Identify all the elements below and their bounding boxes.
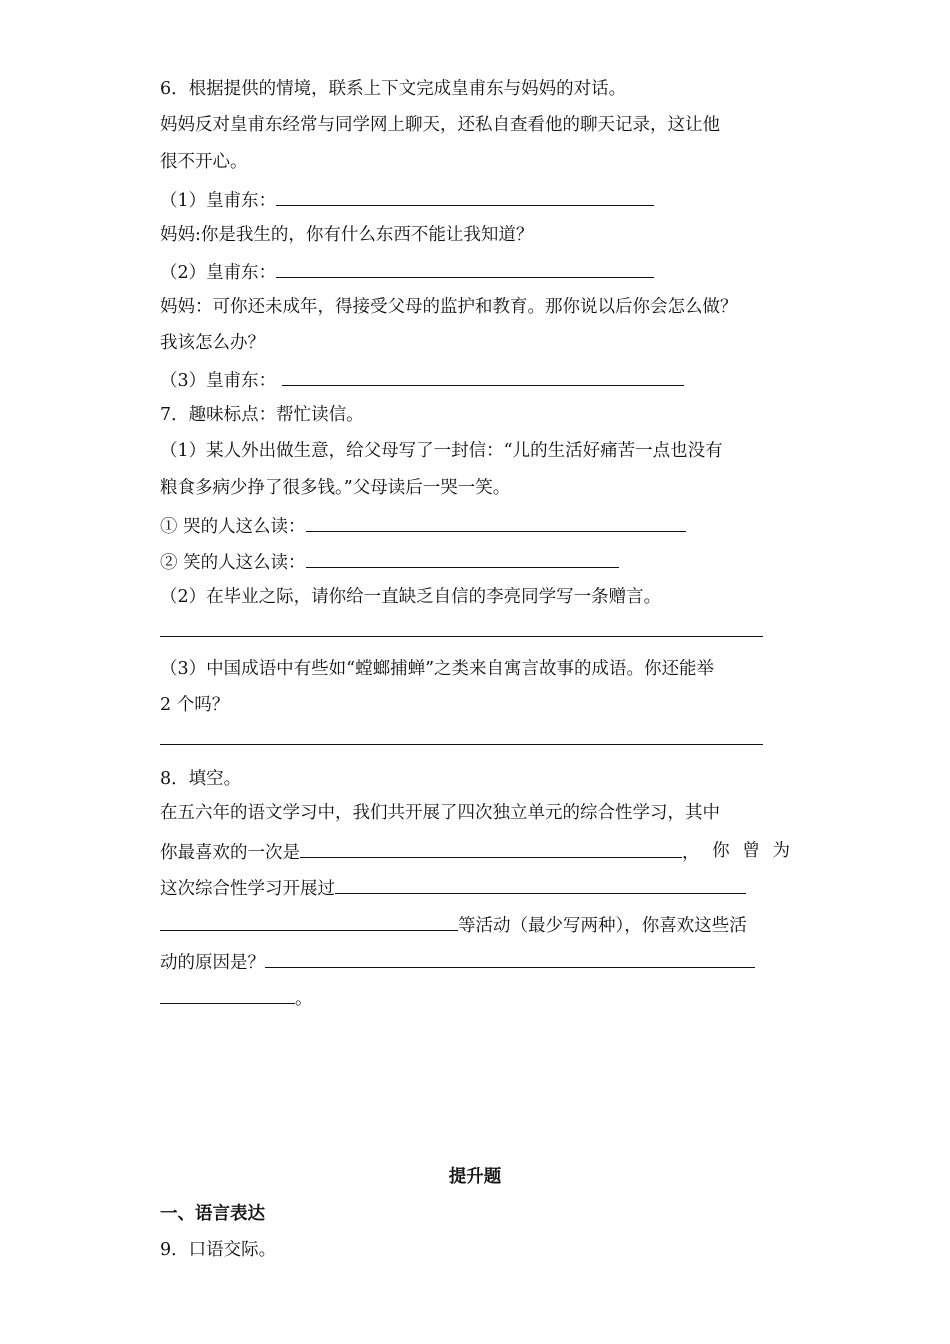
q8-line1: 在五六年的语文学习中，我们共开展了四次独立单元的综合性学习，其中	[160, 803, 720, 823]
q6-part2	[160, 260, 654, 284]
q8-word-you: 你	[712, 841, 730, 861]
q7-part1-line1: （1）某人外出做生意，给父母写了一封信：“儿的生活好痛苦一点也没有	[160, 441, 723, 461]
q9-title: 9．口语交际。	[160, 1240, 277, 1260]
q7-part3-answer-line[interactable]	[160, 744, 763, 745]
q8-word-wei: 为	[772, 841, 790, 861]
q8-line6	[160, 986, 313, 1010]
q7-part1-line2: 粮食多病少挣了很多钱。”父母读后一哭一笑。	[160, 478, 511, 498]
q7-title: 7．趣味标点：帮忙读信。	[160, 405, 364, 425]
q7-part2: （2）在毕业之际，请你给一直缺乏自信的李亮同学写一条赠言。	[160, 587, 662, 607]
q7-cry-answer-blank[interactable]	[306, 514, 686, 532]
q7-laugh-label: ② 笑的人这么读：	[160, 553, 306, 573]
q8-period: 。	[295, 989, 313, 1009]
q7-laugh-reading	[160, 550, 619, 574]
q8-title: 8．填空。	[160, 769, 242, 789]
q6-mom-line1: 妈妈:你是我生的，你有什么东西不能让我知道？	[160, 225, 534, 245]
q6-part3	[160, 368, 684, 392]
section-heading: 提升题	[448, 1167, 502, 1187]
q7-part2-answer-line[interactable]	[160, 636, 763, 637]
q8-line3-prefix: 这次综合性学习开展过	[160, 879, 335, 899]
q8-word-ceng: 曾	[742, 841, 760, 861]
q8-line5-prefix: 动的原因是？	[160, 953, 265, 973]
q8-favorite-blank[interactable]	[300, 840, 682, 858]
q8-activities-blank-2[interactable]	[160, 913, 458, 931]
q6-title: 6．根据提供的情境，联系上下文完成皇甫东与妈妈的对话。	[160, 79, 627, 99]
q7-part3-line2: 2 个吗？	[160, 695, 230, 715]
q6-mom-line2b: 我该怎么办？	[160, 333, 265, 353]
q8-line2	[160, 840, 790, 864]
q7-cry-reading	[160, 514, 686, 538]
q6-part2-label: （2）皇甫东：	[160, 263, 277, 283]
q8-line5	[160, 950, 755, 974]
q7-cry-label: ① 哭的人这么读：	[160, 517, 306, 537]
q8-reason-blank-1[interactable]	[265, 950, 755, 968]
q6-answer-blank-1[interactable]	[276, 188, 654, 206]
q8-comma: ，	[682, 843, 700, 863]
q6-part3-label: （3）皇甫东：	[160, 371, 277, 391]
q8-line3	[160, 876, 746, 900]
q6-answer-blank-2[interactable]	[276, 260, 654, 278]
q6-context-line2: 很不开心。	[160, 152, 248, 172]
q6-part1-label: （1）皇甫东：	[160, 191, 277, 211]
q8-activities-blank-1[interactable]	[335, 876, 746, 894]
q6-part1	[160, 188, 654, 212]
q6-mom-line2a: 妈妈：可你还未成年，得接受父母的监护和教育。那你说以后你会怎么做？	[160, 297, 738, 317]
q8-line2-prefix: 你最喜欢的一次是	[160, 843, 300, 863]
part-heading: 一、语言表达	[160, 1204, 265, 1224]
q8-line4	[160, 913, 747, 937]
q8-line4-text: 等活动（最少写两种），你喜欢这些活	[458, 916, 747, 936]
q8-reason-blank-2[interactable]	[160, 986, 295, 1004]
q6-answer-blank-3[interactable]	[282, 368, 684, 386]
q7-part3-line1: （3）中国成语中有些如“螳螂捕蝉”之类来自寓言故事的成语。你还能举	[160, 659, 715, 679]
q7-laugh-answer-blank[interactable]	[306, 550, 619, 568]
q6-context-line1: 妈妈反对皇甫东经常与同学网上聊天，还私自查看他的聊天记录，这让他	[160, 115, 720, 135]
